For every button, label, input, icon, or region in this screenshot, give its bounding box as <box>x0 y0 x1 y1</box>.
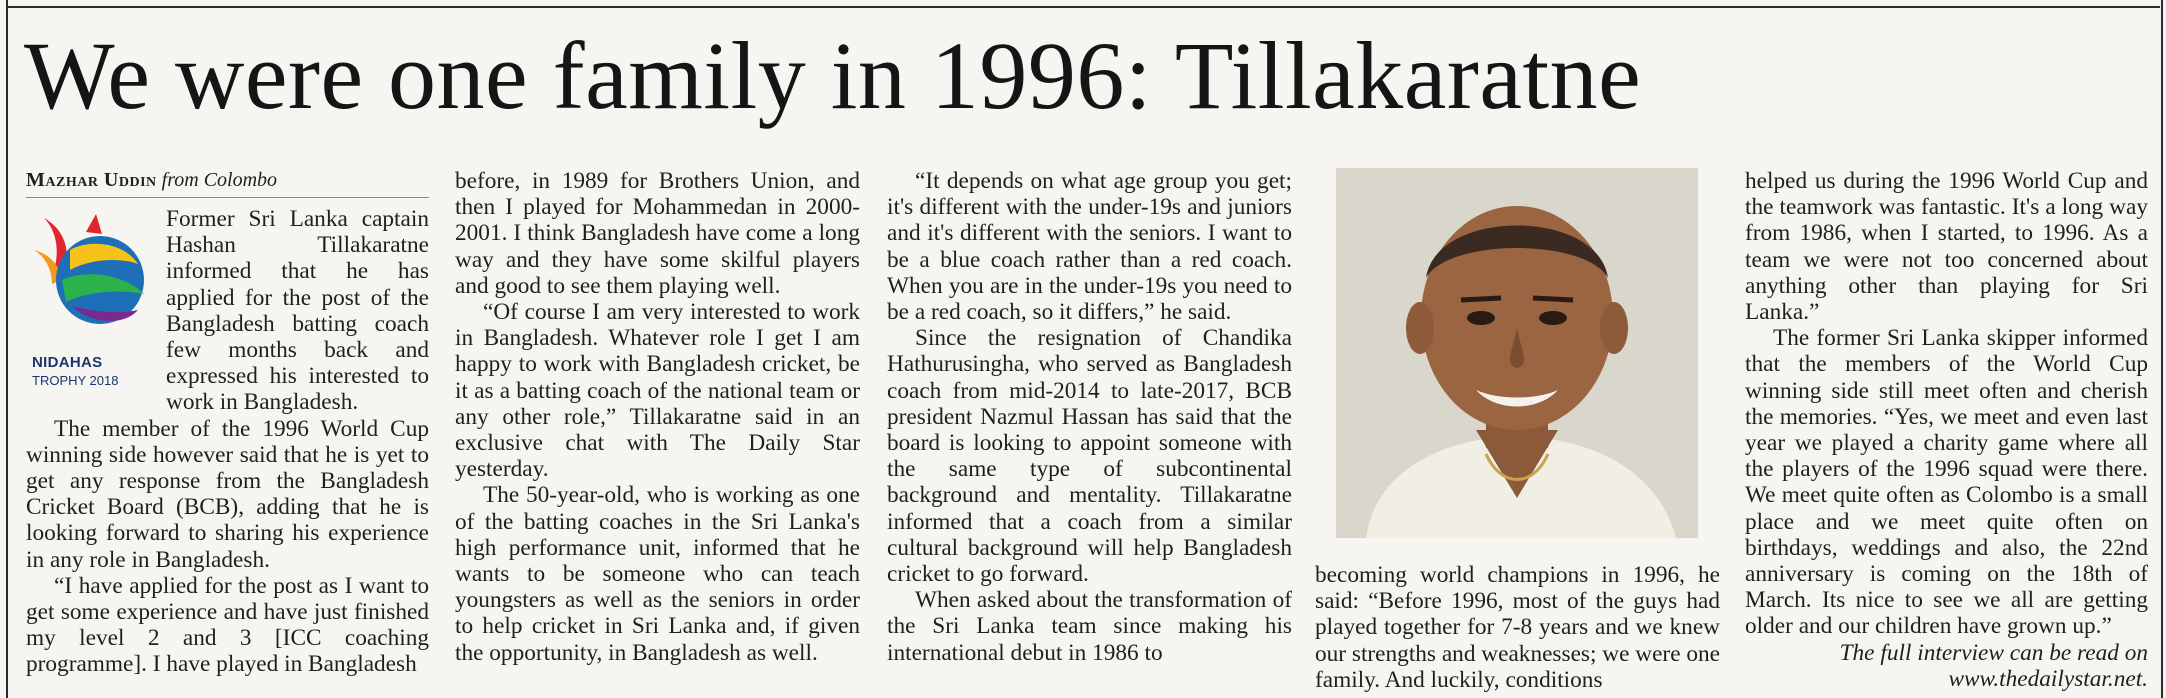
interview-note: The full interview can be read on <box>1839 639 2148 666</box>
page-right-border <box>2161 0 2163 698</box>
article-column-1 <box>26 168 429 678</box>
paragraph: before, in 1989 for Brothers Union, and then I played for Mohammedan in 2000-2001. I think Bangladesh have come a long way and they have some skilful players and good to see them playing well. <box>455 168 860 299</box>
nidahas-trophy-logo <box>26 210 152 396</box>
paragraph: Since the resignation of Chandika Hathurusingha, who served as Bangladesh coach from mid-2014 to late-2017, BCB president Nazmul Hassan has said that the board is looking to appoint someone with the same type of subcontinental background and mentality. Tillakaratne informed that a coach from a similar cultural background will help Bangladesh cricket to go forward. <box>887 325 1292 588</box>
paragraph: becoming world champions in 1996, he said: “Before 1996, most of the guys had played together for 7-8 years and we knew our strengths and weaknesses; we were one family. And luckily, conditions <box>1315 562 1720 693</box>
article-column-5 <box>1745 168 2148 692</box>
byline <box>26 168 429 198</box>
byline-author: Mazhar Uddin <box>26 169 157 191</box>
page-left-border <box>6 0 8 698</box>
paragraph: helped us during the 1996 World Cup and the teamwork was fantastic. It's a long way from 1986, when I started, to 1996. As a team we were not too concerned about anything other than playing for Sri Lanka.” <box>1745 168 2148 326</box>
paragraph: When asked about the transformation of the Sri Lanka team since making his international debut in 1986 to <box>887 587 1292 666</box>
top-rule <box>8 6 2160 8</box>
article-column-4 <box>1315 562 1720 693</box>
byline-location: from Colombo <box>161 169 278 191</box>
website-link[interactable]: www.thedailystar.net. <box>1948 665 2148 692</box>
paragraph: “It depends on what age group you get; it's different with the under-19s and juniors and it's different with the seniors. I want to be a blue coach rather than a red coach. When you are in the under-19s you need to be a red coach, so it differs,” he said. <box>887 168 1292 326</box>
logo-subtitle: TROPHY 2018 <box>32 373 119 388</box>
headline: We were one family in 1996: Tillakaratne <box>24 22 1642 129</box>
paragraph: The member of the 1996 World Cup winning side however said that he is yet to get any response from the Bangladesh Cricket Board (BCB), adding that he is looking forward to sharing his experience in any role in Bangladesh. <box>26 415 429 573</box>
player-portrait-photo <box>1336 168 1698 538</box>
logo-title: NIDAHAS <box>32 354 103 371</box>
paragraph: The 50-year-old, who is working as one of the batting coaches in the Sri Lanka's high performance unit, informed that he wants to be someone who can teach youngsters as well as the seniors in order to help cricket in Sri Lanka and, if given the opportunity, in Bangladesh as well. <box>455 482 860 666</box>
article-column-2 <box>455 168 860 666</box>
paragraph: “Of course I am very interested to work in Bangladesh. Whatever role I get I am happy to work with Bangladesh cricket, be it as a batting coach of the national team or any other role,” Tillakaratne said in an exclusive chat with The Daily Star yesterday. <box>455 299 860 483</box>
paragraph: Former Sri Lanka captain Hashan Tillakaratne informed that he has applied for the post of the Bangladesh batting coach few months back and expressed his interested to work in Bangladesh. <box>166 206 429 416</box>
portrait-illustration <box>1336 168 1698 538</box>
trophy-emblem-icon <box>26 210 152 350</box>
article-column-3 <box>887 168 1292 666</box>
paragraph: “I have applied for the post as I want to get some experience and have just finished my level 2 and 3 [ICC coaching programme]. I have played in Bangladesh <box>26 572 429 678</box>
paragraph: The former Sri Lanka skipper informed that the members of the World Cup winning side still meet often and cherish the memories. “Yes, we meet and even last year we played a charity game where all the players of the 1996 squad were there. We meet quite often as Colombo is a small place and we meet quite often on birthdays, weddings and also, the 22nd anniversary is coming on the 18th of March. Its nice to see we all are getting older and our children have grown up.” <box>1745 325 2148 640</box>
